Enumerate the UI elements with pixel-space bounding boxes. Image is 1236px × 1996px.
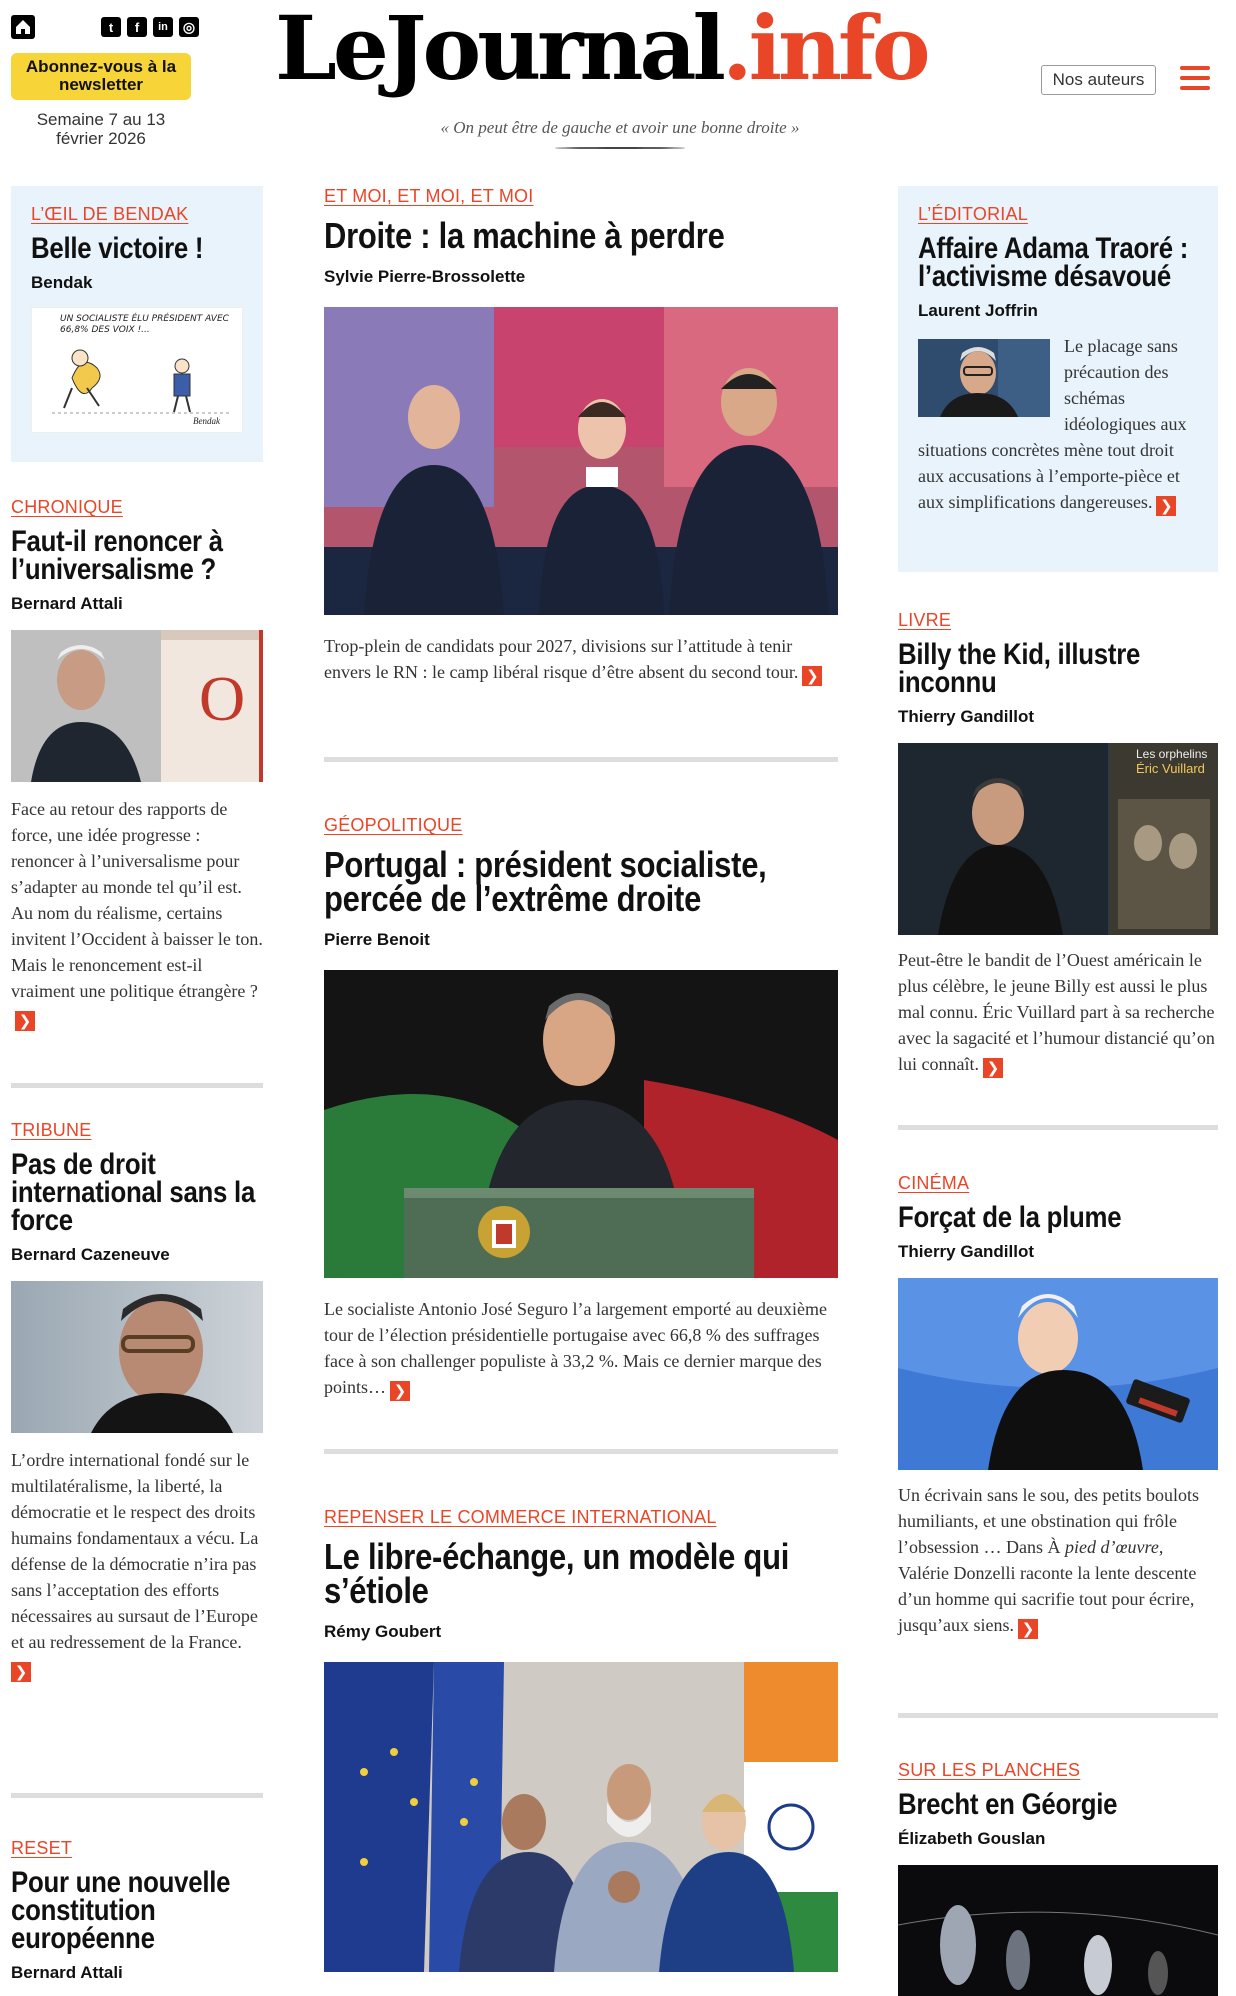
livre-card[interactable]	[898, 610, 1218, 1078]
article-image[interactable]	[324, 1662, 838, 1972]
article-excerpt: Un écrivain sans le sou, des petits boulots humiliants, et une obstination qui frôle l’obsession … Dans À pied d’œuvre, Valérie Donzelli raconte la lente descente d’un homme qui sacrifie tout pour écrire, jusqu’aux siens. ❯	[898, 1485, 1199, 1638]
kicker: LIVRE	[898, 610, 952, 630]
article-excerpt: Trop-plein de candidats pour 2027, divisions sur l’attitude à tenir envers le RN : le camp libéral risque d’être absent du second tour. ❯	[324, 633, 838, 686]
kicker: L’ŒIL DE BENDAK	[31, 204, 189, 224]
logo-part1: LeJournal	[275, 0, 722, 100]
article-title[interactable]: Pas de droit international sans la force	[11, 1148, 256, 1237]
author[interactable]: Élizabeth Gouslan	[898, 1829, 1046, 1848]
cartoon-caption: UN SOCIALISTE ÉLU PRÉSIDENT AVEC 66,8% DES VOIX !...	[60, 314, 229, 335]
article-image[interactable]	[898, 743, 1218, 935]
commerce-article[interactable]	[324, 1507, 838, 1972]
editorial-card[interactable]	[898, 186, 1218, 572]
cartoon-signature: Bendak	[193, 416, 220, 426]
article-excerpt: Peut-être le bandit de l’Ouest américain le plus célèbre, le jeune Billy est aussi le plus mal connu. Éric Vuillard part à sa recherche avec la sagacité et l’humour distancié qu’on lui connaît. ❯	[898, 950, 1215, 1077]
article-title[interactable]: Portugal : président socialiste, percée de l’extrême droite	[324, 844, 767, 919]
cartoon-image[interactable]	[31, 307, 243, 433]
reset-card[interactable]	[11, 1838, 263, 1983]
author[interactable]: Laurent Joffrin	[918, 301, 1038, 320]
article-title[interactable]: Brecht en Géorgie	[898, 1788, 1118, 1821]
article-excerpt: Le placage sans précaution des schémas idéologiques aux situations concrètes mène tout droit aux accusations à l’emporte-pièce et aux simplifications dangereuses. ❯	[918, 336, 1187, 515]
read-more-arrow-icon[interactable]: ❯	[802, 666, 822, 686]
kicker: L’ÉDITORIAL	[918, 204, 1028, 224]
kicker: SUR LES PLANCHES	[898, 1760, 1081, 1780]
article-image[interactable]	[898, 1278, 1218, 1470]
article-title[interactable]: Belle victoire !	[31, 232, 204, 265]
author[interactable]: Thierry Gandillot	[898, 1242, 1035, 1261]
read-more-arrow-icon[interactable]: ❯	[1156, 496, 1176, 516]
kicker: ET MOI, ET MOI, ET MOI	[324, 186, 534, 206]
article-image[interactable]	[11, 1281, 263, 1433]
article-title[interactable]: Affaire Adama Traoré : l’activisme désavoué	[918, 232, 1189, 293]
home-icon[interactable]	[11, 15, 35, 39]
site-header	[0, 0, 1236, 170]
twitter-icon[interactable]: t	[101, 17, 121, 37]
authors-button[interactable]: Nos auteurs	[1041, 65, 1156, 95]
article-excerpt: Le socialiste Antonio José Seguro l’a largement emporté au deuxième tour de l’élection présidentielle portugaise avec 66,8 % des suffrages face à son challenger populiste à 33,2 %. Mais ce dernier marque des points… ❯	[324, 1299, 828, 1400]
article-excerpt: L’ordre international fondé sur le multilatéralisme, la liberté, la démocratie et le respect des droits humains fondamentaux a vécu. La défense de la démocratie n’ira pas sans l’acceptation des efforts nécessaires au sursaut de l’Europe et au redressement de la France. ❯	[11, 1450, 259, 1681]
planches-card[interactable]	[898, 1760, 1218, 1996]
author[interactable]: Thierry Gandillot	[898, 707, 1035, 726]
author[interactable]: Sylvie Pierre-Brossolette	[324, 267, 526, 286]
tagline-divider	[555, 147, 685, 149]
oeil-card[interactable]	[11, 186, 263, 462]
divider	[324, 757, 838, 762]
newsletter-label: Abonnez-vous à la newsletter	[25, 57, 177, 94]
author[interactable]: Bernard Attali	[11, 1963, 123, 1982]
article-title[interactable]: Billy the Kid, illustre inconnu	[898, 638, 1141, 699]
read-more-arrow-icon[interactable]: ❯	[390, 1381, 410, 1401]
article-title[interactable]: Le libre-échange, un modèle qui s’étiole	[324, 1536, 790, 1611]
author[interactable]: Bernard Attali	[11, 594, 123, 613]
kicker: GÉOPOLITIQUE	[324, 815, 463, 835]
kicker: CINÉMA	[898, 1173, 970, 1193]
instagram-icon[interactable]: ◎	[179, 17, 199, 37]
divider	[898, 1125, 1218, 1130]
author[interactable]: Pierre Benoit	[324, 930, 430, 949]
book-series: Les orphelins	[1136, 747, 1208, 761]
divider	[898, 1713, 1218, 1718]
article-title[interactable]: Droite : la machine à perdre	[324, 215, 725, 256]
kicker: REPENSER LE COMMERCE INTERNATIONAL	[324, 1507, 717, 1527]
author[interactable]: Bernard Cazeneuve	[11, 1245, 170, 1264]
book-author: Éric Vuillard	[1136, 761, 1205, 776]
author-photo[interactable]	[918, 339, 1050, 417]
linkedin-icon[interactable]: in	[153, 17, 173, 37]
read-more-arrow-icon[interactable]: ❯	[983, 1058, 1003, 1078]
divider	[11, 1083, 263, 1088]
article-image[interactable]	[324, 307, 838, 615]
lead-article[interactable]	[324, 186, 838, 686]
divider	[324, 1449, 838, 1454]
book-cover-letter: O	[199, 663, 246, 734]
article-excerpt: Face au retour des rapports de force, une idée progresse : renoncer à l’universalisme pour s’adapter au monde tel qu’il est. Au nom du réalisme, certains invitent l’Occident à baisser le ton. Mais le renoncement est-il vraiment une politique étrangère ?❯	[11, 799, 263, 1030]
article-title[interactable]: Forçat de la plume	[898, 1201, 1122, 1234]
geopolitique-article[interactable]	[324, 815, 838, 1401]
week-label: Semaine 7 au 13 février 2026	[36, 110, 166, 148]
kicker: CHRONIQUE	[11, 497, 123, 517]
facebook-icon[interactable]: f	[127, 17, 147, 37]
site-logo[interactable]	[275, 0, 965, 100]
newsletter-button[interactable]	[11, 53, 191, 100]
chronique-card[interactable]	[11, 497, 263, 1031]
author[interactable]: Rémy Goubert	[324, 1622, 442, 1641]
kicker: RESET	[11, 1838, 73, 1858]
read-more-arrow-icon[interactable]: ❯	[11, 1662, 31, 1682]
article-image[interactable]	[324, 970, 838, 1278]
article-title[interactable]: Pour une nouvelle constitution européenne	[11, 1866, 231, 1955]
author[interactable]: Bendak	[31, 273, 93, 292]
tribune-card[interactable]	[11, 1120, 263, 1682]
cinema-card[interactable]	[898, 1173, 1218, 1639]
logo-part2: .info	[721, 0, 927, 100]
article-image[interactable]	[898, 1865, 1218, 1996]
read-more-arrow-icon[interactable]: ❯	[1018, 1619, 1038, 1639]
social-links	[11, 15, 199, 39]
menu-icon[interactable]	[1180, 66, 1210, 90]
article-image[interactable]	[11, 630, 263, 782]
article-title[interactable]: Faut-il renoncer à l’universalisme ?	[11, 525, 223, 586]
divider	[11, 1793, 263, 1798]
kicker: TRIBUNE	[11, 1120, 92, 1140]
read-more-arrow-icon[interactable]: ❯	[15, 1011, 35, 1031]
tagline: « On peut être de gauche et avoir une bonne droite »	[440, 118, 800, 137]
